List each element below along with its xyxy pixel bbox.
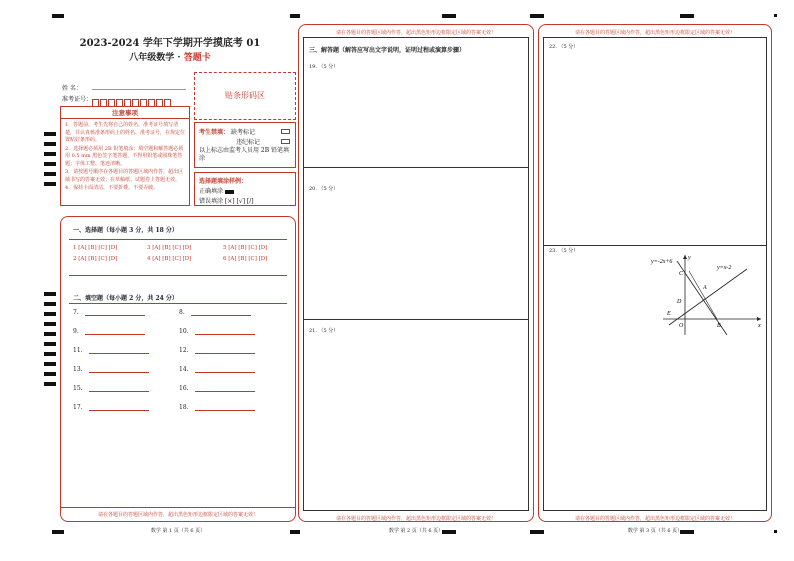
fill-blank-item: [179, 328, 255, 335]
question-number: 12.: [179, 347, 189, 354]
fill-blank-item: [73, 347, 149, 354]
id-label: 准考证号：: [62, 96, 93, 103]
segment-CB: [689, 271, 717, 319]
notice-title: 注意事项: [61, 107, 189, 119]
answer-blank[interactable]: [85, 329, 145, 335]
question-number: 11.: [73, 347, 83, 354]
fill-blank-item: [73, 309, 145, 316]
fill-blank-item: [179, 385, 255, 392]
panel-warning: 请在各题目的答题区域内作答，超出黑色矩形边框限定区域的答案无效！: [335, 516, 496, 522]
line2-label: y=x-2: [717, 265, 732, 271]
panel-warning: 请在各题目的答题区域内作答，超出黑色矩形边框限定区域的答案无效！: [574, 516, 735, 522]
line1-label: y=-2x+6: [651, 259, 673, 265]
notice-item: 3．请按题号顺序在各题目的答题区域内作答，超出区域书写的答案无效；在草稿纸、试题卷上答题无效。: [65, 169, 184, 183]
question-number: 13.: [73, 366, 83, 373]
question-number: 9.: [73, 328, 79, 335]
question-22: 22. （5 分）: [549, 44, 579, 50]
timing-mark: [44, 302, 56, 306]
fill-blank-item: [179, 366, 255, 373]
page2-answer-panel: [298, 24, 534, 522]
x-axis-arrow: [757, 317, 761, 321]
page-title: 2023-2024 学年下学期开学摸底考 01: [79, 38, 261, 49]
timing-mark: [44, 332, 56, 336]
alignment-mark: [774, 14, 777, 17]
fill-blank-item: [73, 366, 149, 373]
timing-mark: [44, 142, 56, 146]
timing-mark: [44, 342, 56, 346]
panel-warning: 请在各题目的答题区域内作答，超出黑色矩形边框限定区域的答案无效！: [335, 30, 496, 36]
answer-blank[interactable]: [195, 405, 255, 411]
answer-blank[interactable]: [195, 329, 255, 335]
panel-warning: 请在各题目的答题区域内作答，超出黑色矩形边框限定区域的答案无效！: [97, 512, 258, 518]
question-number: 18.: [179, 404, 189, 411]
question-number: 15.: [73, 385, 83, 392]
notice-item: 4．保持卡面清洁，不要折叠、不要弄破。: [65, 185, 159, 191]
alignment-mark: [290, 14, 300, 18]
answer-blank[interactable]: [89, 367, 149, 373]
footer-page-1: 数学 第 1 页（共 6 页）: [150, 528, 206, 534]
timing-mark: [44, 382, 56, 386]
fill-blank-item: [179, 404, 255, 411]
label-D: D: [677, 299, 682, 305]
fill-sample-box: 选择题填涂样例： 正确填涂 错误填涂 [×] [√] [/]: [194, 172, 296, 206]
fill-blank-item: [179, 347, 255, 354]
timing-mark: [44, 132, 56, 136]
cheat-box[interactable]: [281, 139, 290, 144]
answer-blank[interactable]: [89, 348, 149, 354]
answer-box-page2[interactable]: [303, 37, 529, 511]
coordinate-graph: [643, 251, 765, 337]
timing-mark: [44, 172, 56, 176]
choice-question[interactable]: 3 [A] [B] [C] [D]: [147, 245, 192, 251]
answer-blank[interactable]: [191, 310, 251, 316]
label-C: C: [679, 271, 684, 277]
choice-question[interactable]: 6 [A] [B] [C] [D]: [223, 256, 268, 262]
timing-mark: [44, 312, 56, 316]
fill-blank-item: [73, 385, 149, 392]
label-B: B: [717, 323, 721, 329]
label-E: E: [667, 311, 671, 317]
notice-list: [61, 119, 189, 197]
question-number: 7.: [73, 309, 79, 316]
answer-blank[interactable]: [85, 310, 145, 316]
fill-blank-item: [73, 328, 145, 335]
fill-blank-item: [73, 404, 149, 411]
choice-question[interactable]: 2 [A] [B] [C] [D]: [73, 256, 118, 262]
timing-mark: [44, 322, 56, 326]
name-field[interactable]: [92, 89, 186, 90]
page3-answer-panel: [538, 24, 772, 522]
answer-blank[interactable]: [89, 405, 149, 411]
label-A: A: [703, 285, 707, 291]
question-number: 10.: [179, 328, 189, 335]
answer-blank[interactable]: [89, 386, 149, 392]
question-19: 19. （5 分）: [309, 64, 339, 70]
timing-mark: [44, 162, 56, 166]
fill-blank-item: [179, 309, 251, 316]
timing-mark: [44, 362, 56, 366]
answer-blank[interactable]: [195, 348, 255, 354]
barcode-area: 贴条形码区: [194, 72, 296, 120]
answer-blank[interactable]: [195, 386, 255, 392]
choice-question[interactable]: 5 [A] [B] [C] [D]: [223, 245, 268, 251]
choice-question[interactable]: 1 [A] [B] [C] [D]: [73, 245, 118, 251]
question-number: 17.: [73, 404, 83, 411]
line-y-x-minus2: [669, 269, 747, 325]
answer-blank[interactable]: [195, 367, 255, 373]
timing-mark: [44, 182, 56, 186]
alignment-mark: [530, 14, 544, 18]
timing-mark: [44, 372, 56, 376]
exam-status-box: 考生禁填： 缺考标记 违纪标记 以上标志由监考人员用 2B 铅笔填涂: [194, 122, 296, 168]
timing-mark: [44, 352, 56, 356]
name-label: 姓 名：: [62, 85, 82, 92]
alignment-mark: [774, 530, 777, 533]
notice-item: 2．选择题必须用 2B 铅笔填涂；填空题和解答题必须用 0.5 mm 黑色签字笔答题，不得用铅笔或圆珠笔答题；字体工整、笔迹清晰。: [65, 145, 184, 167]
alignment-mark: [52, 14, 64, 18]
y-axis-arrow: [683, 255, 687, 259]
section1-title: 一、选择题（每小题 3 分，共 18 分）: [73, 227, 178, 234]
footer-page-2: 数学 第 2 页（共 6 页）: [388, 528, 444, 534]
choice-question[interactable]: 4 [A] [B] [C] [D]: [147, 256, 192, 262]
timing-mark: [44, 152, 56, 156]
question-number: 8.: [179, 309, 185, 316]
label-O: O: [679, 323, 684, 329]
notice-item: 1．答题前，考生先将自己的姓名，准考证号填写清楚，并认真核准条形码上的姓名、准考证号，在规定位置贴好条形码。: [65, 122, 186, 143]
question-20: 20. （5 分）: [309, 186, 339, 192]
question-21: 21. （5 分）: [309, 328, 339, 334]
section3-title: 三、解答题（解答应写出文字说明，证明过程或演算步骤）: [309, 47, 466, 54]
question-number: 16.: [179, 385, 189, 392]
panel-warning: 请在各题目的答题区域内作答，超出黑色矩形边框限定区域的答案无效！: [574, 30, 735, 36]
question-number: 14.: [179, 366, 189, 373]
footer-page-3: 数学 第 3 页（共 6 页）: [627, 528, 683, 534]
question-23: 23. （5 分）: [549, 248, 579, 254]
page-subtitle: 八年级数学 · 答题卡: [129, 53, 211, 63]
label-y: y: [688, 255, 691, 261]
notice-box: [60, 106, 190, 206]
alignment-mark: [442, 14, 456, 18]
label-x: x: [758, 323, 761, 329]
alignment-mark: [680, 14, 694, 18]
page1-answer-panel: [60, 216, 296, 522]
section2-title: 二、填空题（每小题 2 分，共 24 分）: [73, 295, 178, 302]
timing-mark: [44, 292, 56, 296]
absent-box[interactable]: [281, 129, 290, 134]
filled-mark: [225, 190, 234, 194]
